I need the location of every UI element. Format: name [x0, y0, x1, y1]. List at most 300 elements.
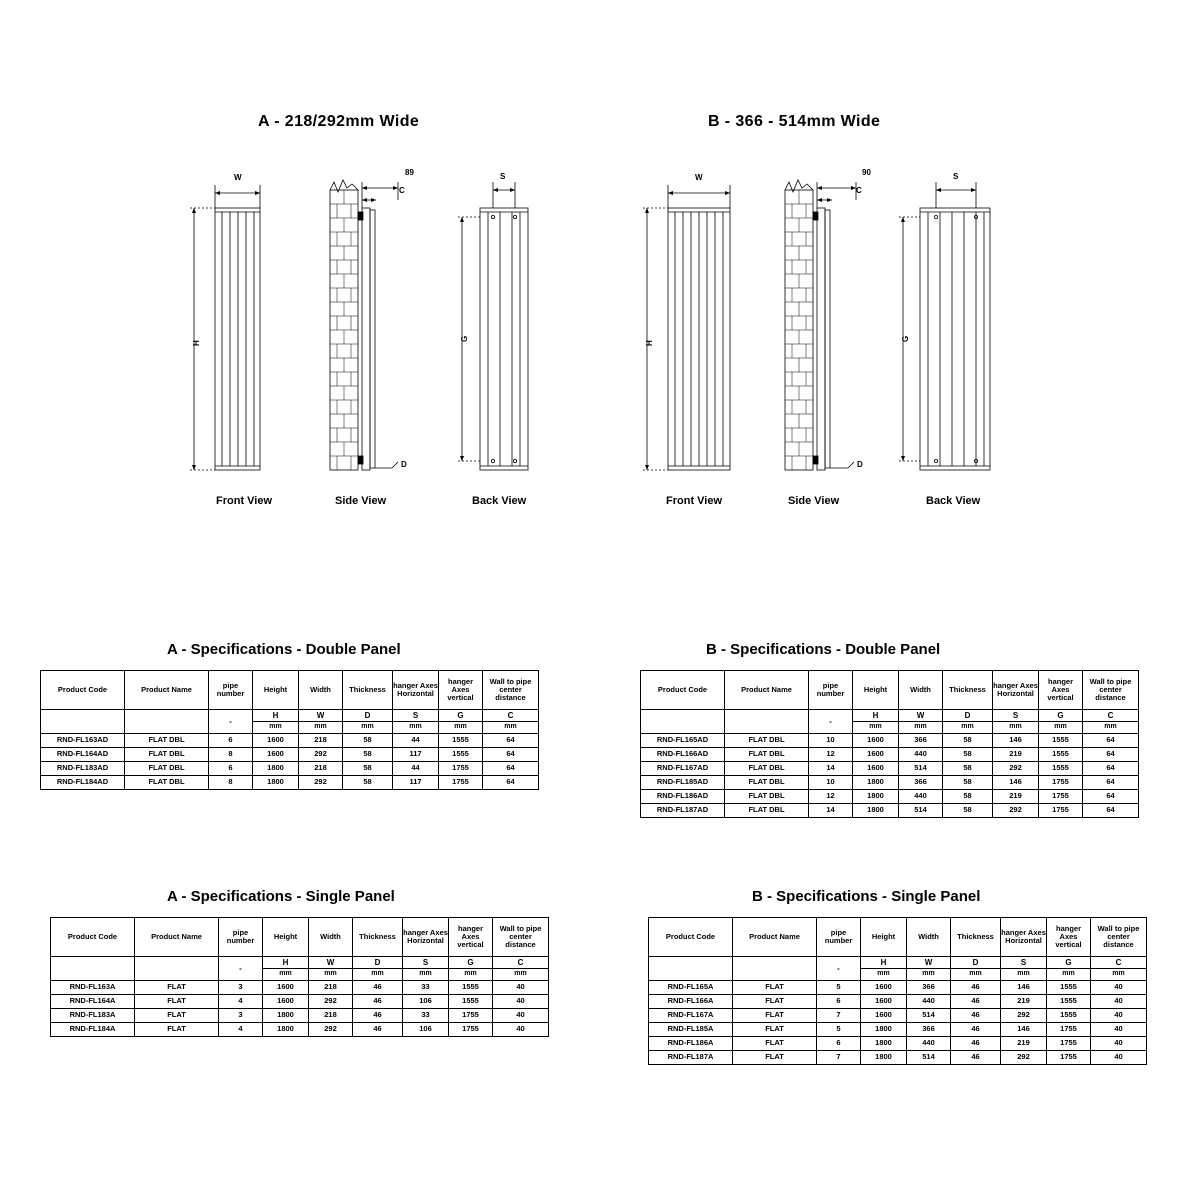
header-product-code: Product Code [41, 671, 125, 710]
header-thickness: Thickness [343, 671, 393, 710]
cell-hanger-horizontal: 219 [993, 790, 1039, 804]
unit-cell-c: mm [493, 969, 549, 981]
cell-product-name: FLAT [135, 995, 219, 1009]
cell-product-name: FLAT [135, 981, 219, 995]
cell-wall-to-pipe: 64 [1083, 734, 1139, 748]
dim-label-h-b: H [645, 340, 654, 346]
cell-hanger-vertical: 1555 [449, 995, 493, 1009]
cell-thickness: 46 [353, 1023, 403, 1037]
cell-thickness: 46 [951, 1009, 1001, 1023]
spec-table-a-single [50, 917, 549, 1037]
cell-product-name: FLAT [733, 995, 817, 1009]
header-pipe-number: pipe number [219, 918, 263, 957]
cell-wall-to-pipe: 40 [493, 1023, 549, 1037]
cell-height: 1600 [253, 748, 299, 762]
cell-hanger-vertical: 1555 [439, 734, 483, 748]
unit-cell-w: mm [907, 969, 951, 981]
cell-pipe-number: 3 [219, 981, 263, 995]
cell-pipe-number: 7 [817, 1051, 861, 1065]
symbol-cell-pipe: - [817, 957, 861, 981]
symbol-cell-pipe: - [219, 957, 263, 981]
cell-wall-to-pipe: 64 [483, 762, 539, 776]
cell-product-name: FLAT DBL [125, 748, 209, 762]
unit-cell-s: mm [403, 969, 449, 981]
cell-height: 1600 [861, 995, 907, 1009]
cell-product-code: RND-FL184AD [41, 776, 125, 790]
cell-width: 218 [309, 981, 353, 995]
front-view-label-a: Front View [216, 495, 273, 507]
cell-pipe-number: 6 [209, 734, 253, 748]
cell-hanger-horizontal: 219 [1001, 1037, 1047, 1051]
symbol-cell-name [135, 957, 219, 981]
cell-product-code: RND-FL183A [51, 1009, 135, 1023]
cell-hanger-vertical: 1555 [449, 981, 493, 995]
spec-title-b-double: B - Specifications - Double Panel [706, 641, 941, 658]
cell-thickness: 58 [343, 748, 393, 762]
cell-hanger-vertical: 1755 [449, 1023, 493, 1037]
cell-pipe-number: 3 [219, 1009, 263, 1023]
unit-cell-d: mm [943, 722, 993, 734]
symbol-cell-h: H [253, 710, 299, 722]
header-thickness: Thickness [951, 918, 1001, 957]
unit-cell-g: mm [1039, 722, 1083, 734]
cell-product-name: FLAT DBL [125, 776, 209, 790]
panel-a-title: A - 218/292mm Wide [258, 113, 420, 130]
header-product-name: Product Name [725, 671, 809, 710]
cell-width: 218 [299, 734, 343, 748]
cell-product-code: RND-FL186AD [641, 790, 725, 804]
unit-cell-d: mm [951, 969, 1001, 981]
table-row [51, 1009, 549, 1023]
cell-product-code: RND-FL163AD [41, 734, 125, 748]
cell-hanger-horizontal: 117 [393, 748, 439, 762]
cell-product-name: FLAT DBL [725, 790, 809, 804]
cell-width: 440 [907, 995, 951, 1009]
cell-hanger-vertical: 1755 [1047, 1023, 1091, 1037]
cell-wall-to-pipe: 40 [1091, 981, 1147, 995]
table-row [641, 776, 1139, 790]
dim-label-89-a: 89 [405, 168, 414, 177]
dim-label-s-b: S [953, 172, 959, 181]
header-hanger-horizontal: hanger Axes Horizontal [993, 671, 1039, 710]
cell-hanger-horizontal: 106 [403, 1023, 449, 1037]
unit-cell-s: mm [993, 722, 1039, 734]
cell-height: 1800 [853, 804, 899, 818]
cell-product-code: RND-FL164A [51, 995, 135, 1009]
cell-height: 1800 [853, 790, 899, 804]
back-view-label-b: Back View [926, 495, 981, 507]
header-hanger-vertical: hanger Axes vertical [1039, 671, 1083, 710]
drawing-a-svg [170, 160, 580, 520]
spec-table-a-double [40, 670, 539, 790]
cell-pipe-number: 14 [809, 804, 853, 818]
dim-label-d-b: D [857, 460, 863, 469]
table-row [51, 995, 549, 1009]
cell-width: 218 [299, 762, 343, 776]
cell-hanger-vertical: 1755 [439, 762, 483, 776]
cell-wall-to-pipe: 64 [1083, 748, 1139, 762]
table-row [41, 748, 539, 762]
cell-product-name: FLAT DBL [725, 762, 809, 776]
unit-cell-c: mm [1091, 969, 1147, 981]
cell-thickness: 58 [943, 790, 993, 804]
cell-pipe-number: 4 [219, 995, 263, 1009]
cell-wall-to-pipe: 40 [493, 995, 549, 1009]
dim-label-90-b: 90 [862, 168, 871, 177]
table-row [51, 981, 549, 995]
cell-thickness: 46 [353, 995, 403, 1009]
cell-wall-to-pipe: 64 [1083, 790, 1139, 804]
cell-pipe-number: 8 [209, 748, 253, 762]
table-header-row [649, 918, 1147, 957]
cell-height: 1800 [263, 1023, 309, 1037]
cell-thickness: 58 [943, 748, 993, 762]
cell-hanger-horizontal: 146 [993, 734, 1039, 748]
symbol-cell-code [641, 710, 725, 734]
symbol-cell-g: G [439, 710, 483, 722]
cell-pipe-number: 12 [809, 748, 853, 762]
header-thickness: Thickness [353, 918, 403, 957]
cell-pipe-number: 12 [809, 790, 853, 804]
table-row [41, 762, 539, 776]
header-height: Height [263, 918, 309, 957]
cell-product-name: FLAT [733, 981, 817, 995]
header-hanger-horizontal: hanger Axes Horizontal [403, 918, 449, 957]
cell-height: 1600 [853, 734, 899, 748]
table-symbol-row [51, 957, 549, 969]
cell-product-name: FLAT [733, 1037, 817, 1051]
cell-hanger-horizontal: 44 [393, 734, 439, 748]
header-product-name: Product Name [135, 918, 219, 957]
cell-thickness: 46 [951, 1023, 1001, 1037]
cell-product-name: FLAT DBL [725, 804, 809, 818]
cell-thickness: 46 [951, 1037, 1001, 1051]
cell-width: 366 [899, 776, 943, 790]
cell-hanger-vertical: 1755 [449, 1009, 493, 1023]
cell-height: 1800 [861, 1023, 907, 1037]
back-view-label-a: Back View [472, 495, 527, 507]
dim-label-w-b: W [695, 173, 703, 182]
drawing-group-b [620, 160, 1030, 520]
cell-hanger-vertical: 1755 [1047, 1051, 1091, 1065]
unit-cell-s: mm [1001, 969, 1047, 981]
cell-width: 514 [899, 762, 943, 776]
cell-pipe-number: 6 [817, 995, 861, 1009]
cell-product-name: FLAT [733, 1023, 817, 1037]
dim-label-g-a: G [460, 335, 469, 342]
cell-height: 1600 [861, 1009, 907, 1023]
cell-pipe-number: 7 [817, 1009, 861, 1023]
cell-product-code: RND-FL166A [649, 995, 733, 1009]
cell-pipe-number: 10 [809, 776, 853, 790]
unit-cell-g: mm [449, 969, 493, 981]
symbol-cell-s: S [1001, 957, 1047, 969]
table-symbol-row [41, 710, 539, 722]
cell-pipe-number: 14 [809, 762, 853, 776]
cell-hanger-vertical: 1755 [1039, 804, 1083, 818]
header-height: Height [253, 671, 299, 710]
cell-hanger-horizontal: 292 [1001, 1051, 1047, 1065]
symbol-cell-name [125, 710, 209, 734]
cell-pipe-number: 6 [817, 1037, 861, 1051]
symbol-cell-c: C [1091, 957, 1147, 969]
header-hanger-vertical: hanger Axes vertical [1047, 918, 1091, 957]
symbol-cell-s: S [993, 710, 1039, 722]
cell-product-code: RND-FL165AD [641, 734, 725, 748]
unit-cell-s: mm [393, 722, 439, 734]
cell-product-code: RND-FL185AD [641, 776, 725, 790]
dim-label-d-a: D [401, 460, 407, 469]
cell-hanger-horizontal: 219 [1001, 995, 1047, 1009]
cell-product-code: RND-FL184A [51, 1023, 135, 1037]
symbol-cell-s: S [403, 957, 449, 969]
symbol-cell-c: C [493, 957, 549, 969]
header-width: Width [907, 918, 951, 957]
cell-wall-to-pipe: 64 [483, 776, 539, 790]
cell-product-code: RND-FL187AD [641, 804, 725, 818]
table-symbol-row [649, 957, 1147, 969]
table-row [641, 734, 1139, 748]
cell-height: 1800 [853, 776, 899, 790]
cell-width: 514 [899, 804, 943, 818]
cell-product-code: RND-FL167AD [641, 762, 725, 776]
cell-height: 1600 [853, 748, 899, 762]
cell-width: 440 [899, 748, 943, 762]
cell-hanger-vertical: 1555 [1047, 981, 1091, 995]
header-height: Height [861, 918, 907, 957]
cell-hanger-vertical: 1555 [439, 748, 483, 762]
cell-width: 440 [907, 1037, 951, 1051]
cell-pipe-number: 10 [809, 734, 853, 748]
header-pipe-number: pipe number [209, 671, 253, 710]
cell-product-code: RND-FL183AD [41, 762, 125, 776]
table-header-row [41, 671, 539, 710]
cell-hanger-horizontal: 146 [1001, 981, 1047, 995]
cell-width: 366 [907, 1023, 951, 1037]
cell-pipe-number: 8 [209, 776, 253, 790]
cell-thickness: 58 [943, 762, 993, 776]
cell-height: 1800 [253, 776, 299, 790]
cell-thickness: 46 [353, 1009, 403, 1023]
header-height: Height [853, 671, 899, 710]
cell-width: 292 [309, 1023, 353, 1037]
table-row [641, 748, 1139, 762]
cell-hanger-horizontal: 117 [393, 776, 439, 790]
table-row [641, 790, 1139, 804]
header-wall-to-pipe: Wall to pipe center distance [1083, 671, 1139, 710]
cell-wall-to-pipe: 40 [1091, 1037, 1147, 1051]
cell-pipe-number: 5 [817, 1023, 861, 1037]
unit-cell-c: mm [483, 722, 539, 734]
cell-pipe-number: 5 [817, 981, 861, 995]
header-hanger-vertical: hanger Axes vertical [449, 918, 493, 957]
cell-hanger-horizontal: 33 [403, 1009, 449, 1023]
cell-width: 292 [299, 748, 343, 762]
cell-thickness: 58 [943, 734, 993, 748]
cell-product-name: FLAT DBL [725, 734, 809, 748]
header-hanger-horizontal: hanger Axes Horizontal [393, 671, 439, 710]
cell-product-code: RND-FL186A [649, 1037, 733, 1051]
cell-hanger-vertical: 1555 [1039, 762, 1083, 776]
table-row [41, 776, 539, 790]
cell-product-code: RND-FL187A [649, 1051, 733, 1065]
unit-cell-w: mm [899, 722, 943, 734]
cell-height: 1600 [861, 981, 907, 995]
cell-hanger-horizontal: 219 [993, 748, 1039, 762]
cell-height: 1800 [861, 1051, 907, 1065]
symbol-cell-code [41, 710, 125, 734]
cell-wall-to-pipe: 64 [483, 748, 539, 762]
spec-title-a-double: A - Specifications - Double Panel [167, 641, 401, 658]
table-row [649, 981, 1147, 995]
cell-height: 1600 [253, 734, 299, 748]
symbol-cell-w: W [907, 957, 951, 969]
cell-width: 366 [907, 981, 951, 995]
cell-width: 514 [907, 1009, 951, 1023]
unit-cell-d: mm [353, 969, 403, 981]
cell-height: 1600 [263, 995, 309, 1009]
symbol-cell-h: H [861, 957, 907, 969]
cell-wall-to-pipe: 64 [1083, 762, 1139, 776]
cell-wall-to-pipe: 64 [1083, 776, 1139, 790]
table-row [649, 995, 1147, 1009]
cell-product-name: FLAT [733, 1009, 817, 1023]
cell-hanger-horizontal: 146 [993, 776, 1039, 790]
cell-pipe-number: 6 [209, 762, 253, 776]
unit-cell-w: mm [309, 969, 353, 981]
table-symbol-row [641, 710, 1139, 722]
cell-thickness: 46 [951, 981, 1001, 995]
symbol-cell-d: D [951, 957, 1001, 969]
cell-product-name: FLAT DBL [125, 734, 209, 748]
cell-hanger-horizontal: 292 [993, 762, 1039, 776]
cell-hanger-vertical: 1755 [439, 776, 483, 790]
header-product-code: Product Code [649, 918, 733, 957]
cell-product-name: FLAT DBL [125, 762, 209, 776]
cell-height: 1800 [263, 1009, 309, 1023]
header-product-name: Product Name [125, 671, 209, 710]
drawing-group-a [170, 160, 580, 520]
cell-width: 292 [299, 776, 343, 790]
cell-wall-to-pipe: 64 [483, 734, 539, 748]
header-wall-to-pipe: Wall to pipe center distance [1091, 918, 1147, 957]
symbol-cell-d: D [943, 710, 993, 722]
unit-cell-h: mm [253, 722, 299, 734]
cell-product-name: FLAT [135, 1009, 219, 1023]
drawing-b-svg [620, 160, 1030, 520]
symbol-cell-name [733, 957, 817, 981]
cell-hanger-horizontal: 44 [393, 762, 439, 776]
unit-cell-c: mm [1083, 722, 1139, 734]
header-product-name: Product Name [733, 918, 817, 957]
cell-thickness: 58 [943, 776, 993, 790]
spec-title-a-single: A - Specifications - Single Panel [167, 888, 395, 905]
cell-wall-to-pipe: 40 [1091, 1009, 1147, 1023]
spec-table-b-single [648, 917, 1147, 1065]
header-pipe-number: pipe number [817, 918, 861, 957]
symbol-cell-g: G [1039, 710, 1083, 722]
symbol-cell-code [649, 957, 733, 981]
cell-product-code: RND-FL166AD [641, 748, 725, 762]
symbol-cell-d: D [353, 957, 403, 969]
header-wall-to-pipe: Wall to pipe center distance [483, 671, 539, 710]
cell-hanger-vertical: 1555 [1047, 995, 1091, 1009]
symbol-cell-pipe: - [809, 710, 853, 734]
symbol-cell-code [51, 957, 135, 981]
unit-cell-h: mm [861, 969, 907, 981]
cell-product-name: FLAT DBL [725, 748, 809, 762]
cell-product-code: RND-FL167A [649, 1009, 733, 1023]
dim-label-c-b: C [856, 186, 862, 195]
symbol-cell-c: C [1083, 710, 1139, 722]
cell-width: 440 [899, 790, 943, 804]
cell-hanger-vertical: 1555 [1039, 734, 1083, 748]
header-width: Width [299, 671, 343, 710]
table-row [649, 1037, 1147, 1051]
cell-thickness: 58 [343, 734, 393, 748]
symbol-cell-w: W [309, 957, 353, 969]
unit-cell-g: mm [1047, 969, 1091, 981]
spec-table-b-double [640, 670, 1139, 818]
cell-product-code: RND-FL185A [649, 1023, 733, 1037]
cell-hanger-horizontal: 33 [403, 981, 449, 995]
table-header-row [641, 671, 1139, 710]
panel-b-title: B - 366 - 514mm Wide [708, 113, 881, 130]
table-row [51, 1023, 549, 1037]
symbol-cell-h: H [263, 957, 309, 969]
cell-wall-to-pipe: 40 [1091, 1023, 1147, 1037]
cell-height: 1800 [253, 762, 299, 776]
cell-width: 218 [309, 1009, 353, 1023]
cell-product-code: RND-FL164AD [41, 748, 125, 762]
cell-pipe-number: 4 [219, 1023, 263, 1037]
spec-title-b-single: B - Specifications - Single Panel [752, 888, 981, 905]
cell-wall-to-pipe: 40 [493, 981, 549, 995]
cell-hanger-vertical: 1755 [1039, 776, 1083, 790]
unit-cell-d: mm [343, 722, 393, 734]
cell-wall-to-pipe: 40 [1091, 995, 1147, 1009]
cell-hanger-horizontal: 146 [1001, 1023, 1047, 1037]
cell-thickness: 58 [943, 804, 993, 818]
cell-hanger-horizontal: 292 [1001, 1009, 1047, 1023]
symbol-cell-g: G [449, 957, 493, 969]
symbol-cell-pipe: - [209, 710, 253, 734]
unit-cell-h: mm [853, 722, 899, 734]
cell-wall-to-pipe: 64 [1083, 804, 1139, 818]
cell-wall-to-pipe: 40 [493, 1009, 549, 1023]
unit-cell-g: mm [439, 722, 483, 734]
header-product-code: Product Code [51, 918, 135, 957]
cell-height: 1800 [861, 1037, 907, 1051]
dim-label-w-a: W [234, 173, 242, 182]
dim-label-s-a: S [500, 172, 506, 181]
cell-hanger-vertical: 1555 [1039, 748, 1083, 762]
cell-width: 514 [907, 1051, 951, 1065]
header-pipe-number: pipe number [809, 671, 853, 710]
symbol-cell-w: W [899, 710, 943, 722]
cell-thickness: 58 [343, 762, 393, 776]
symbol-cell-d: D [343, 710, 393, 722]
header-product-code: Product Code [641, 671, 725, 710]
table-row [649, 1023, 1147, 1037]
cell-height: 1600 [263, 981, 309, 995]
cell-hanger-vertical: 1755 [1039, 790, 1083, 804]
cell-height: 1600 [853, 762, 899, 776]
header-width: Width [309, 918, 353, 957]
table-row [649, 1009, 1147, 1023]
symbol-cell-c: C [483, 710, 539, 722]
symbol-cell-name [725, 710, 809, 734]
